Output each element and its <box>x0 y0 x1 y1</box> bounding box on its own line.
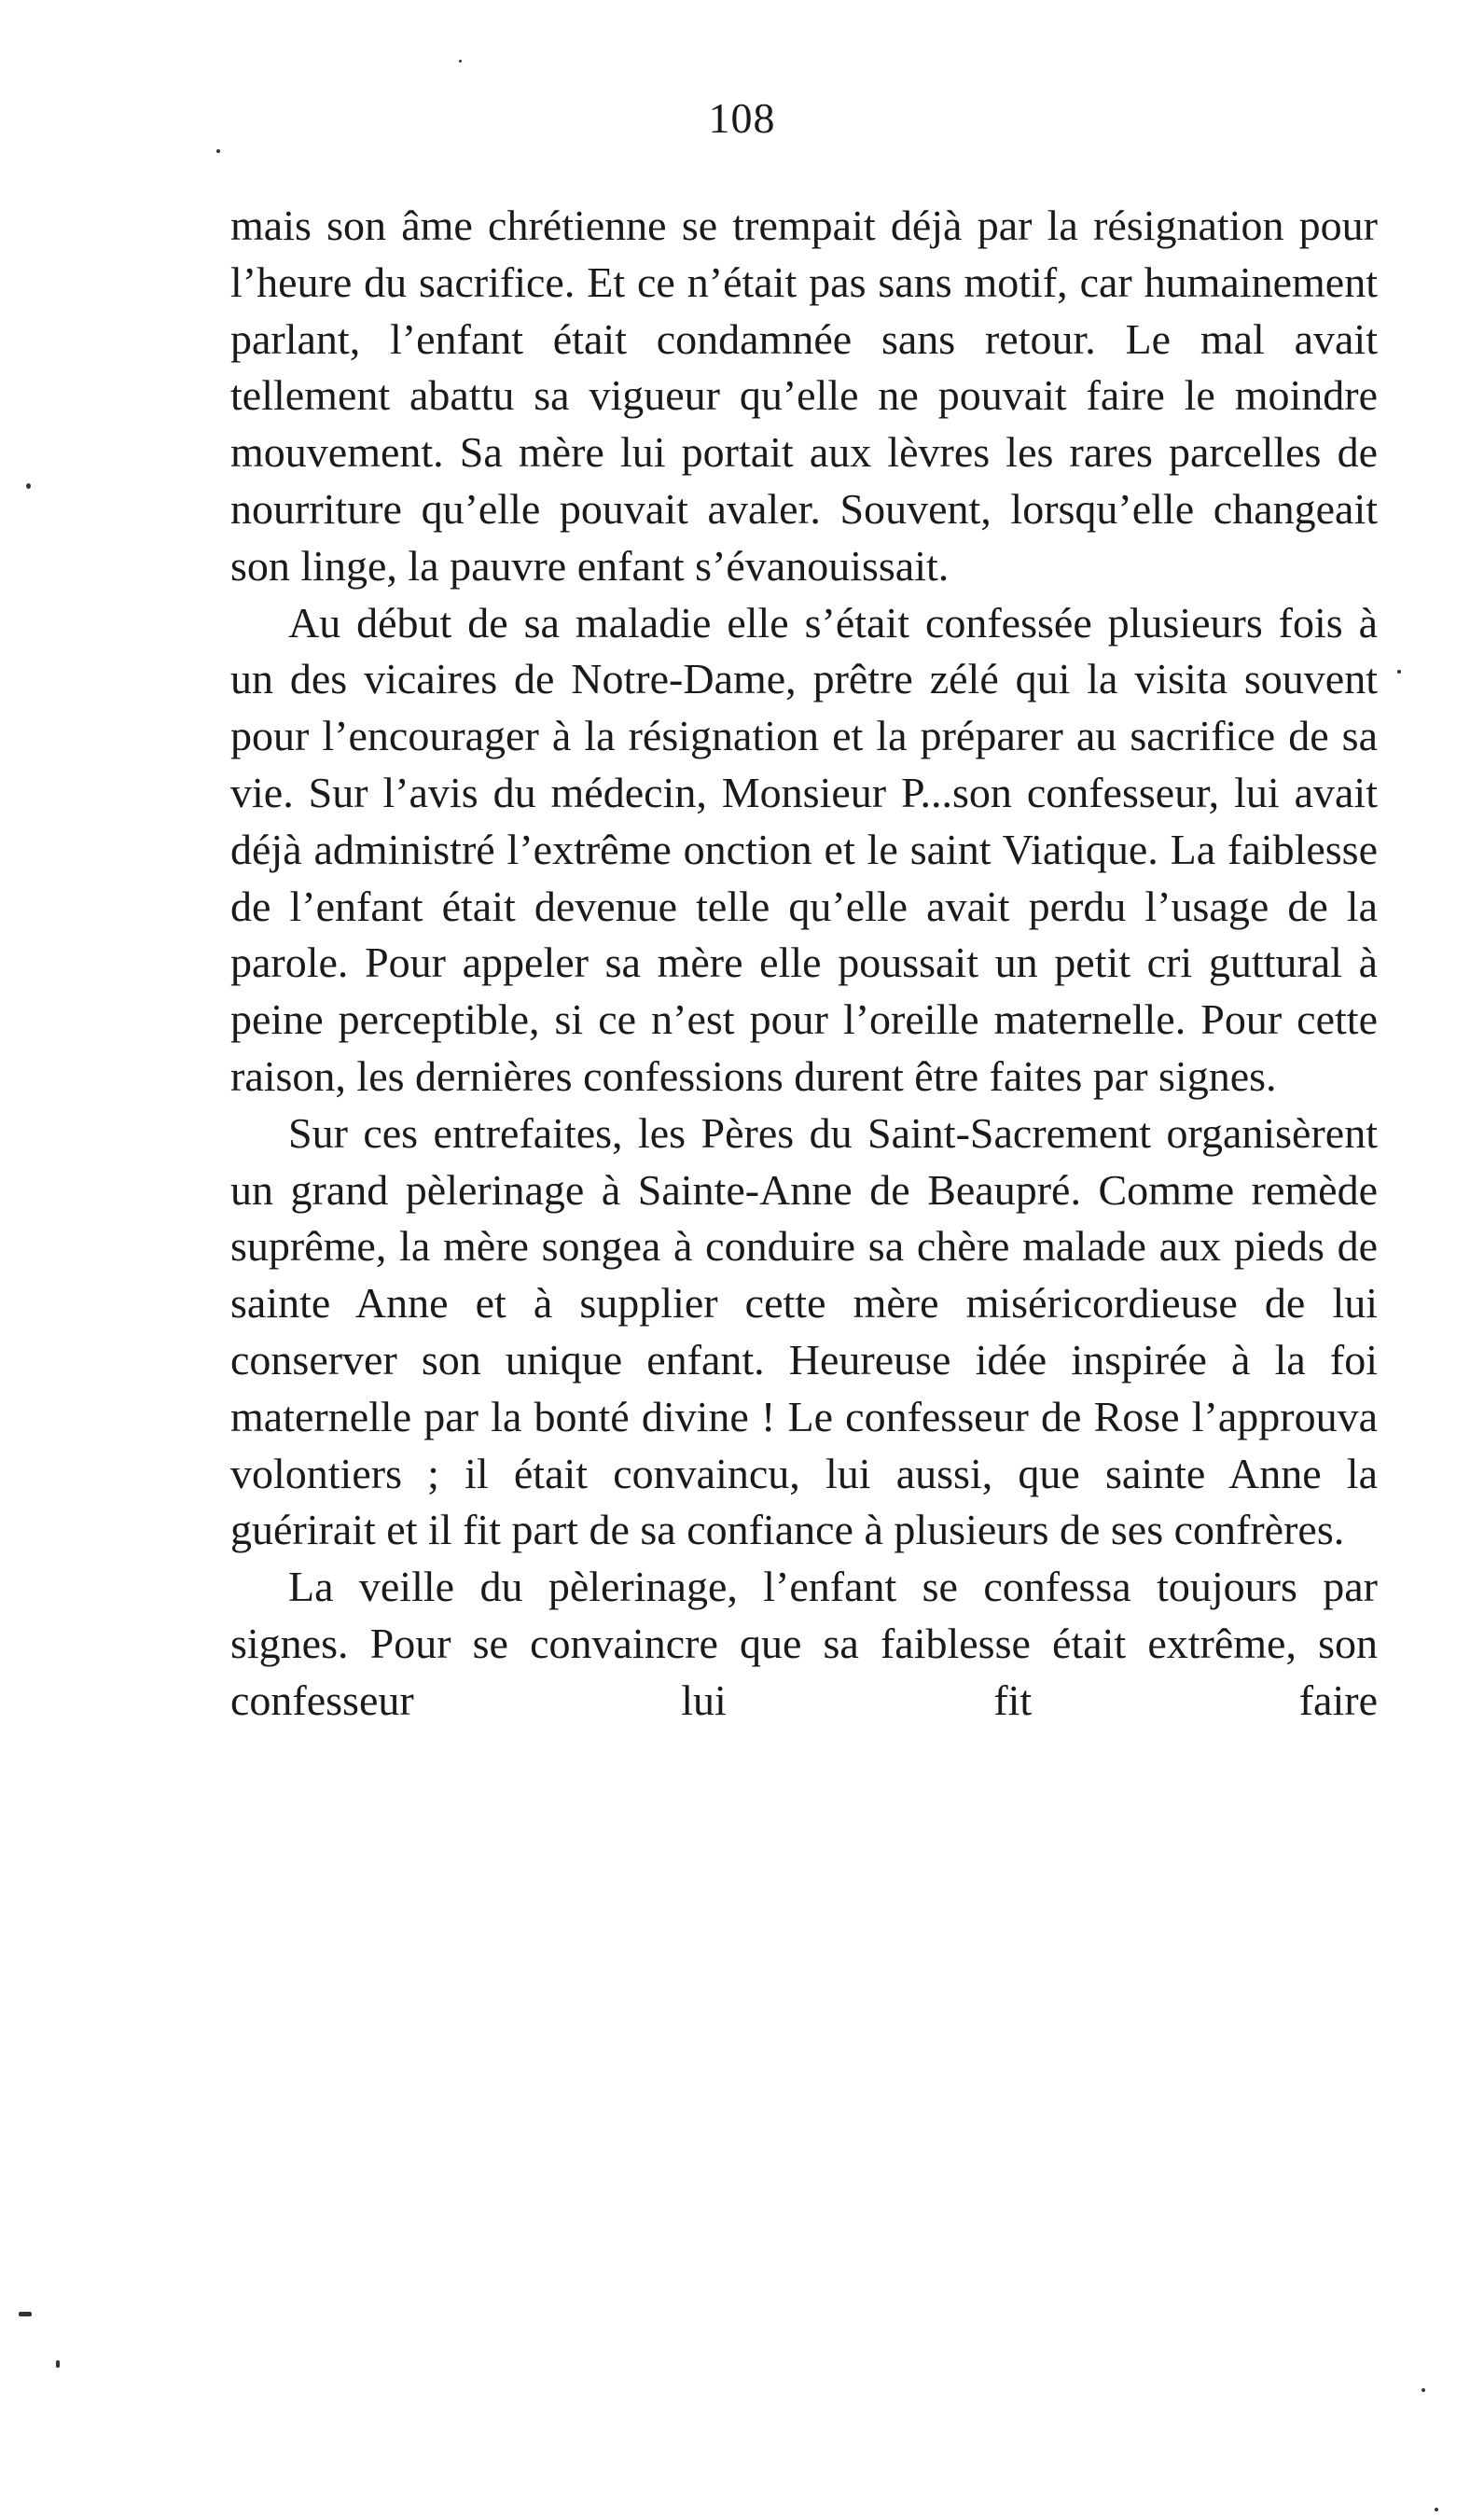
scan-speck <box>216 149 220 153</box>
paragraph: Au début de sa maladie elle s’était confessée plusieurs fois à un des vicaires de Notre-Dame, prêtre zélé qui la visita souvent pour l’encourager à la résignation et la préparer au sacrifice de sa vie. Sur l’avis du médecin, Monsieur P...son confesseur, lui avait déjà administré l’extrême onction et le saint Viatique. La faiblesse de l’enfant était devenue telle qu’elle avait perdu l’usage de la parole. Pour appeler sa mère elle poussait un petit cri guttural à peine perceptible, si ce n’est pour l’oreille maternelle. Pour cette raison, les dernières confessions durent être faites par signes. <box>230 598 1378 1100</box>
paragraph-continues: La veille du pèlerinage, l’enfant se confessa toujours par signes. Pour se convaincre que sa faiblesse était extrême, son confesseur lui fit faire <box>230 1563 1378 1724</box>
paragraph-continued: mais son âme chrétienne se trempait déjà par la résignation pour l’heure du sacrifice. Et ce n’était pas sans motif, car humainement parlant, l’enfant était condamnée sans retour. Le mal avait tellement abattu sa vigueur qu’elle ne pouvait faire le moindre mouvement. Sa mère lui portait aux lèvres les rares parcelles de nourriture qu’elle pouvait avaler. Souvent, lorsqu’elle changeait son linge, la pauvre enfant s’évanouissait. <box>230 202 1378 590</box>
scan-speck <box>56 2360 60 2368</box>
body-text <box>230 198 1378 1730</box>
scan-speck <box>19 2312 32 2316</box>
scan-speck <box>459 60 462 63</box>
page-number: 108 <box>708 94 776 142</box>
scan-speck <box>26 483 31 489</box>
paragraph: Sur ces entrefaites, les Pères du Saint-Sacrement organisèrent un grand pèlerinage à Sainte-Anne de Beaupré. Comme remède suprême, la mère songea à conduire sa chère malade aux pieds de sainte Anne et à supplier cette mère miséricordieuse de lui conserver son unique enfant. Heureuse idée inspirée à la foi maternelle par la bonté divine ! Le confesseur de Rose l’approuva volontiers ; il était convaincu, lui aussi, que sainte Anne la guérirait et il fit part de sa confiance à plusieurs de ses confrères. <box>230 1108 1378 1554</box>
scan-speck <box>1397 670 1401 674</box>
scan-speck <box>1422 2388 1425 2392</box>
scan-speck <box>1435 2508 1438 2511</box>
